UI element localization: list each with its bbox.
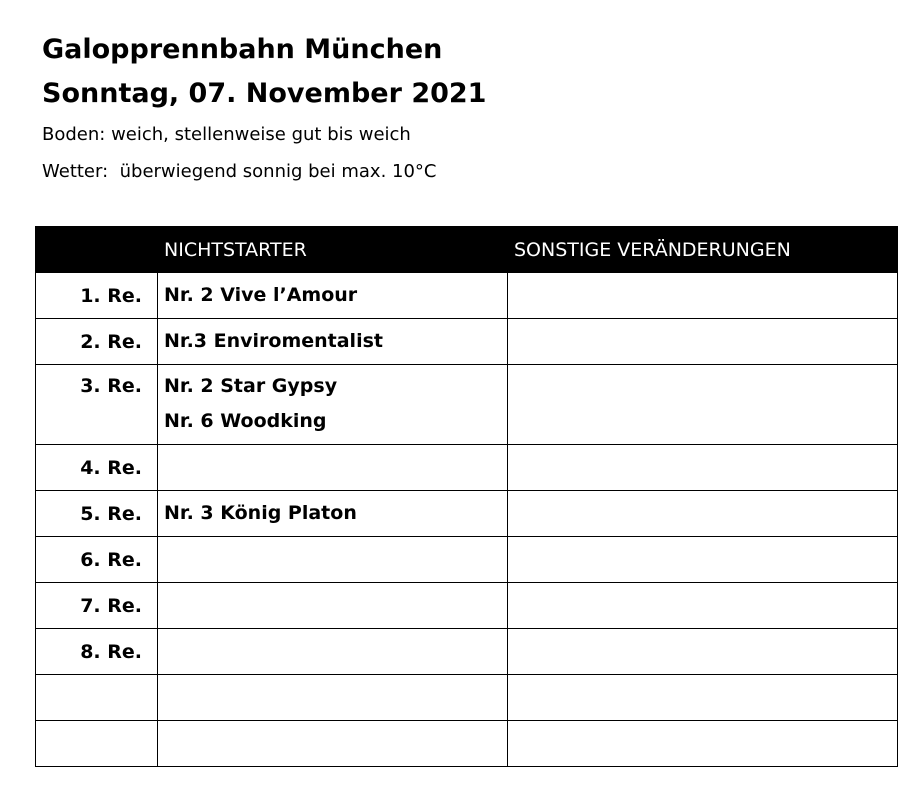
nichtstarter-cell (158, 491, 508, 537)
nichtstarter-entry: Nr. 2 Vive l’Amour (164, 284, 358, 306)
ground-value: weich, stellenweise gut bis weich (111, 124, 411, 145)
nichtstarter-cell (158, 445, 508, 491)
table-row (36, 365, 898, 445)
date-title: Sonntag, 07. November 2021 (42, 78, 487, 109)
nichtstarter-entry: Nr.3 Enviromentalist (164, 330, 383, 352)
sonstige-cell (508, 537, 898, 583)
table-row (36, 445, 898, 491)
table-row (36, 491, 898, 537)
nichtstarter-cell (158, 537, 508, 583)
nichtstarter-cell (158, 273, 508, 319)
nichtstarter-cell (158, 629, 508, 675)
table-row (36, 675, 898, 721)
weather-label: Wetter: (42, 161, 109, 182)
sonstige-cell (508, 583, 898, 629)
weather-info (42, 153, 486, 190)
table-row (36, 629, 898, 675)
header-race (36, 227, 158, 273)
nichtstarter-entry: Nr. 3 König Platon (164, 502, 357, 524)
ground-label: Boden: (42, 124, 106, 145)
sonstige-cell (508, 675, 898, 721)
weather-value: überwiegend sonnig bei max. 10°C (119, 161, 437, 182)
nichtstarter-cell (158, 319, 508, 365)
sonstige-cell (508, 273, 898, 319)
sonstige-cell (508, 445, 898, 491)
race-cell: 4. Re. (36, 445, 158, 491)
race-cell: 3. Re. (36, 365, 158, 445)
nichtstarter-cell (158, 365, 508, 445)
header-nichtstarter: NICHTSTARTER (158, 227, 508, 273)
table-row (36, 537, 898, 583)
sonstige-cell (508, 319, 898, 365)
table-row (36, 273, 898, 319)
nichtstarter-entry: Nr. 6 Woodking (164, 410, 327, 432)
table-header-row (36, 227, 898, 273)
venue-title: Galopprennbahn München (42, 34, 443, 65)
header-sonstige: SONSTIGE VERÄNDERUNGEN (508, 227, 898, 273)
table-row (36, 721, 898, 767)
race-cell: 2. Re. (36, 319, 158, 365)
race-cell: 1. Re. (36, 273, 158, 319)
race-cell: 5. Re. (36, 491, 158, 537)
race-cell: 6. Re. (36, 537, 158, 583)
race-changes-table (35, 226, 898, 767)
document-header (42, 28, 486, 190)
nichtstarter-cell (158, 583, 508, 629)
nichtstarter-cell (158, 721, 508, 767)
race-cell (36, 721, 158, 767)
sonstige-cell (508, 491, 898, 537)
ground-info (42, 116, 486, 153)
race-cell (36, 675, 158, 721)
nichtstarter-cell (158, 675, 508, 721)
table-row (36, 319, 898, 365)
sonstige-cell (508, 365, 898, 445)
nichtstarter-entry: Nr. 2 Star Gypsy (164, 375, 338, 397)
sonstige-cell (508, 721, 898, 767)
race-cell: 7. Re. (36, 583, 158, 629)
table-row (36, 583, 898, 629)
sonstige-cell (508, 629, 898, 675)
race-cell: 8. Re. (36, 629, 158, 675)
